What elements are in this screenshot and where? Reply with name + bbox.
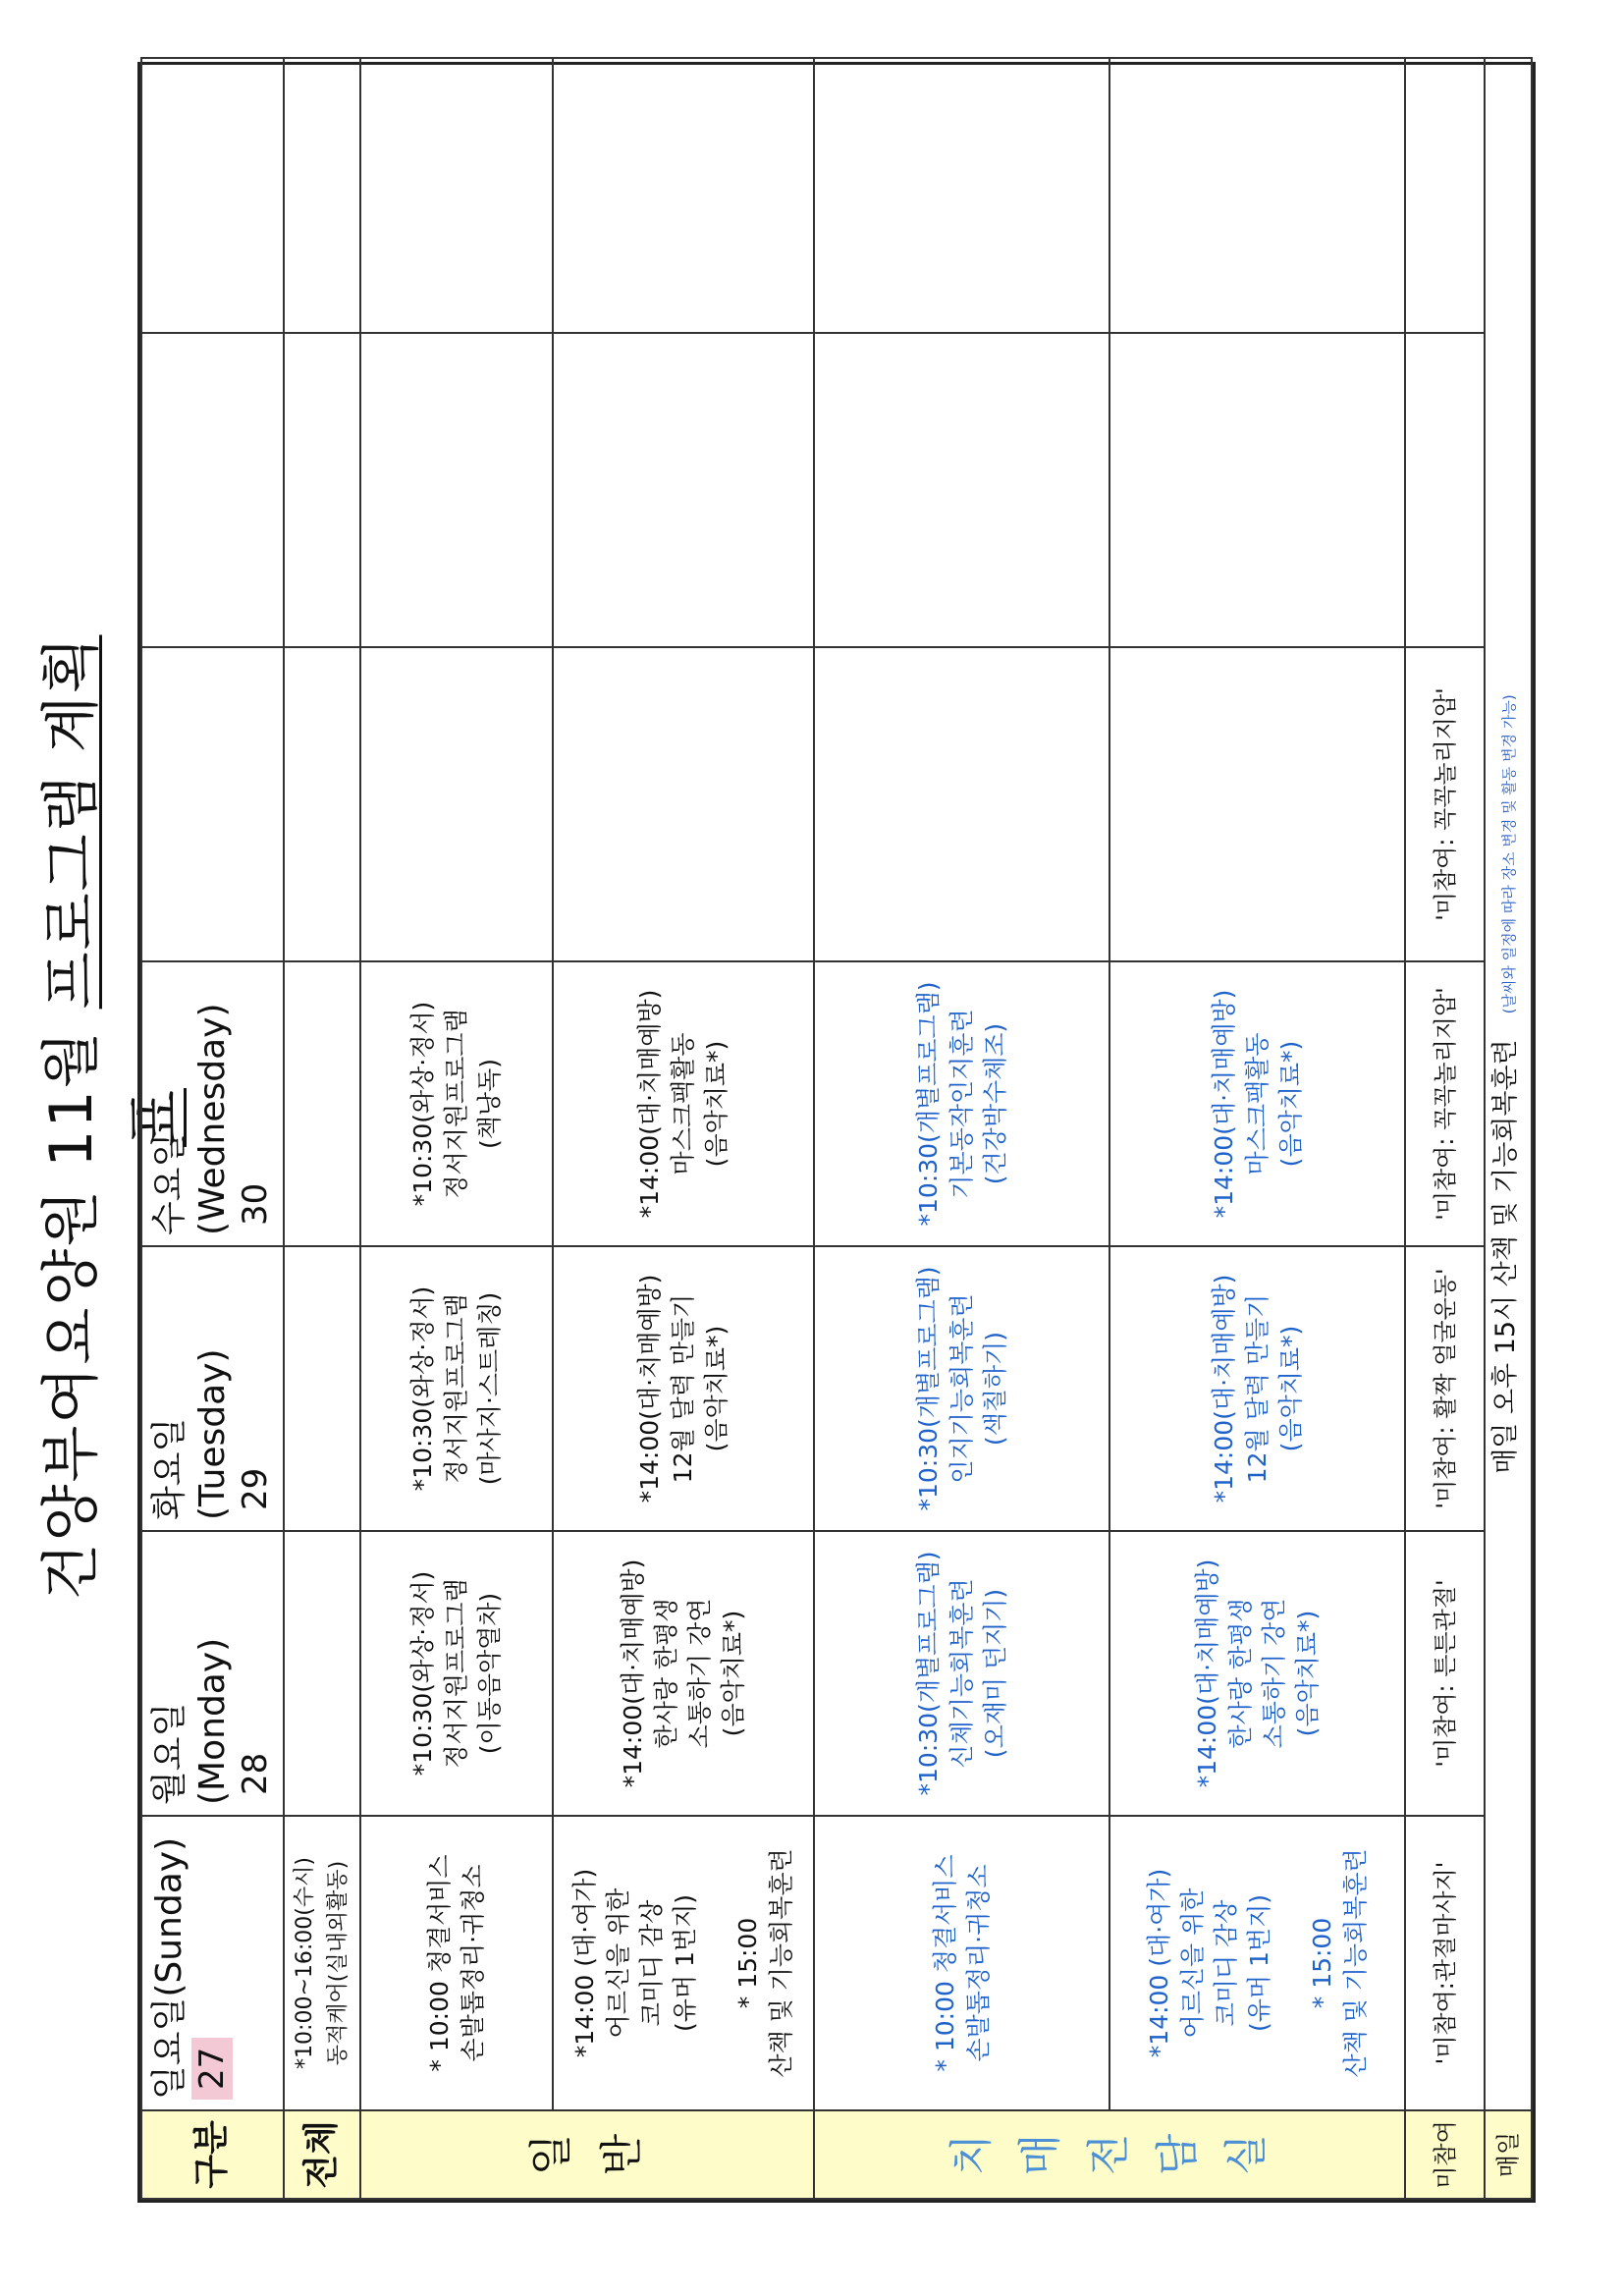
empty-cell xyxy=(284,333,360,647)
empty-cell xyxy=(1109,58,1405,333)
daily-text: 매일 오후 15시 산책 및 기능회복훈련 xyxy=(1490,1039,1522,1474)
cell-line: *14:00(대·치매예방) xyxy=(1209,989,1238,1219)
daily-subtext: (날씨와 일정에 따라 장소 변경 및 활동 변경 가능) xyxy=(1500,694,1519,1014)
row-daily xyxy=(1485,58,1532,2199)
cell-line: *10:30(와상·정서) xyxy=(407,1285,437,1492)
day-number: 30 xyxy=(236,1182,275,1226)
empty-cell xyxy=(1109,647,1405,961)
dementia-pm-tuesday xyxy=(1109,1246,1405,1531)
row-general-pm xyxy=(553,58,814,2199)
row-label-dementia xyxy=(814,2110,1406,2199)
cell-line: 손발톱정리·귀청소 xyxy=(963,1864,993,2062)
general-am-wednesday xyxy=(360,961,553,1246)
day-name: 월요일(Monday) xyxy=(149,1637,233,1805)
empty-header-cell xyxy=(141,58,284,333)
cell-line: 기본동작인지훈련 xyxy=(947,1009,976,1199)
day-header-sunday xyxy=(141,1816,284,2110)
cell-line: * 10:00 청결서비스 xyxy=(930,1854,959,2072)
empty-cell xyxy=(284,58,360,333)
cell-line: (책낭독) xyxy=(474,1059,504,1149)
day-name: 수요일(Wednesday) xyxy=(149,1003,233,1235)
cell-line: (색칠하기) xyxy=(980,1331,1009,1447)
cell-line: (음악치료*) xyxy=(1275,1040,1305,1168)
cell-line: 인지기능회복훈련 xyxy=(947,1293,976,1484)
empty-cell xyxy=(284,647,360,961)
cell-line: *14:00(대·치매예방) xyxy=(634,989,664,1219)
cell-line: (음악치료*) xyxy=(718,1610,747,1737)
label-char: 담 xyxy=(1153,2133,1204,2176)
day-name: 일요일(Sunday) xyxy=(149,1836,189,2100)
nonparticipant-sunday: '미참여:관절마사지' xyxy=(1405,1816,1484,2110)
empty-cell xyxy=(814,333,1109,647)
cell-line: 어르신을 위한 xyxy=(1177,1887,1207,2039)
row-nonparticipant xyxy=(1405,58,1484,2199)
dementia-am-tuesday xyxy=(814,1246,1109,1531)
cell-line: (음악치료*) xyxy=(701,1040,730,1168)
daily-note xyxy=(1485,58,1532,2110)
general-am-tuesday xyxy=(360,1246,553,1531)
cell-line: 코미디 감상 xyxy=(1211,1899,1240,2027)
title-underlined: 프로그램 계획표 xyxy=(37,634,190,1147)
cell-line: 마스크팩활동 xyxy=(1242,1032,1271,1175)
day-name: 화요일(Tuesday) xyxy=(149,1348,233,1520)
empty-cell xyxy=(1405,333,1484,647)
header-row xyxy=(141,58,284,2199)
schedule-table xyxy=(140,57,1533,2200)
day-header-wednesday xyxy=(141,961,284,1246)
empty-cell xyxy=(553,58,814,333)
empty-header-cell xyxy=(141,647,284,961)
cell-line: *14:00(대·치매예방) xyxy=(618,1558,647,1788)
cell-line: 어르신을 위한 xyxy=(603,1887,632,2039)
row-dementia-pm xyxy=(1109,58,1405,2199)
cell-line: *14:00(대·치매예방) xyxy=(1192,1558,1221,1788)
cell-line: * 10:00 청결서비스 xyxy=(424,1854,454,2072)
cell-line: 12월 달력 만들기 xyxy=(1242,1293,1271,1484)
cell-line: 소통하기 강연 xyxy=(684,1598,714,1749)
day-number: 29 xyxy=(236,1467,275,1510)
empty-cell xyxy=(284,961,360,1246)
day-header-tuesday xyxy=(141,1246,284,1531)
cell-line: 12월 달력 만들기 xyxy=(668,1293,697,1484)
row-label-nonparticipant: 미참여 xyxy=(1405,2110,1484,2199)
dementia-am-sunday xyxy=(814,1816,1109,2110)
cell-line: *10:30(와상·정서) xyxy=(407,1001,437,1207)
cell-line: 마스크팩활동 xyxy=(668,1032,697,1175)
row-label-daily: 매일 xyxy=(1485,2110,1532,2199)
day-number: 28 xyxy=(236,1752,275,1795)
empty-cell xyxy=(1109,333,1405,647)
label-char: 치 xyxy=(947,2133,998,2176)
nonparticipant-tuesday: '미참여: 활짝 얼굴운동' xyxy=(1405,1246,1484,1531)
label-char: 전 xyxy=(1084,2133,1135,2176)
general-am-monday xyxy=(360,1531,553,1816)
empty-cell xyxy=(1405,58,1484,333)
empty-cell xyxy=(553,647,814,961)
cell-line: 한사랑 한평생 xyxy=(651,1598,680,1749)
cell-line: (음악치료*) xyxy=(701,1325,730,1452)
label-char: 반 xyxy=(596,2133,647,2176)
cell-line: (오재미 던지기) xyxy=(980,1588,1009,1759)
row-dementia-am xyxy=(814,58,1109,2199)
cell-line: (이동음악열차) xyxy=(474,1592,504,1755)
cell-line: (마사지·스트레칭) xyxy=(474,1291,504,1486)
cell-line: (건강박수체조) xyxy=(980,1022,1009,1185)
cell-line: *10:00~16:00(수시) xyxy=(292,1857,317,2069)
general-pm-monday xyxy=(553,1531,814,1816)
cell-line: 손발톱정리·귀청소 xyxy=(458,1864,487,2062)
cell-line: (유머 1번지) xyxy=(670,1894,699,2032)
cell-line: * 15:00 xyxy=(1307,1917,1336,2009)
empty-header-cell xyxy=(141,333,284,647)
cell-line: 신체기능회복훈련 xyxy=(947,1578,976,1769)
general-pm-wednesday xyxy=(553,961,814,1246)
cell-line: *14:00(대·치매예방) xyxy=(634,1274,664,1503)
nonparticipant-thursday: '미참여: 꼭꼭놀리지압' xyxy=(1405,647,1484,961)
empty-cell xyxy=(814,647,1109,961)
cell-line: (음악치료*) xyxy=(1275,1325,1305,1452)
nonparticipant-wednesday: '미참여: 꼭꼭놀리지압' xyxy=(1405,961,1484,1246)
general-pm-tuesday xyxy=(553,1246,814,1531)
cell-line: 정서지원프로그램 xyxy=(441,1293,470,1484)
all-sunday-cell xyxy=(284,1816,360,2110)
category-header: 구분 xyxy=(141,2110,284,2199)
empty-cell xyxy=(284,1531,360,1816)
cell-line: *14:00 (대·여가) xyxy=(1144,1868,1173,2058)
day-number: 27 xyxy=(191,2038,233,2100)
cell-line: 동적케어(실내외활동) xyxy=(325,1860,351,2066)
empty-cell xyxy=(360,647,553,961)
row-all xyxy=(284,58,360,2199)
label-char: 일 xyxy=(525,2133,576,2176)
dementia-am-monday xyxy=(814,1531,1109,1816)
general-am-sunday xyxy=(360,1816,553,2110)
cell-line: *10:30(개별프로그램) xyxy=(913,1551,943,1796)
empty-cell xyxy=(814,58,1109,333)
cell-line: *10:30(와상·정서) xyxy=(407,1570,437,1777)
title-prefix: 건양부여요양원 11월 xyxy=(37,1009,106,1601)
cell-line: 한사랑 한평생 xyxy=(1225,1598,1255,1749)
cell-line: 산책 및 기능회복훈련 xyxy=(1340,1848,1370,2078)
cell-line: 소통하기 강연 xyxy=(1259,1598,1288,1749)
empty-cell xyxy=(360,58,553,333)
cell-line: *10:30(개별프로그램) xyxy=(913,981,943,1227)
general-pm-sunday xyxy=(553,1816,814,2110)
cell-line: 코미디 감상 xyxy=(636,1899,666,2027)
dementia-pm-monday xyxy=(1109,1531,1405,1816)
row-label-all: 전체 xyxy=(284,2110,360,2199)
row-label-general xyxy=(360,2110,814,2199)
row-general-am xyxy=(360,58,553,2199)
dementia-am-wednesday xyxy=(814,961,1109,1246)
empty-cell xyxy=(553,333,814,647)
cell-line: 정서지원프로그램 xyxy=(441,1578,470,1769)
schedule-table-frame xyxy=(137,62,1536,2203)
cell-line: (유머 1번지) xyxy=(1244,1894,1273,2032)
nonparticipant-monday: '미참여: 튼튼관절' xyxy=(1405,1531,1484,1816)
dementia-pm-wednesday xyxy=(1109,961,1405,1246)
label-char: 실 xyxy=(1221,2133,1272,2176)
cell-line: 정서지원프로그램 xyxy=(441,1009,470,1199)
dementia-pm-sunday xyxy=(1109,1816,1405,2110)
cell-line: 산책 및 기능회복훈련 xyxy=(766,1848,795,2078)
empty-cell xyxy=(284,1246,360,1531)
cell-line: * 15:00 xyxy=(732,1917,762,2009)
label-char: 매 xyxy=(1015,2133,1066,2176)
empty-cell xyxy=(360,333,553,647)
cell-line: *14:00(대·치매예방) xyxy=(1209,1274,1238,1503)
cell-line: (음악치료*) xyxy=(1292,1610,1322,1737)
cell-line: *14:00 (대·여가) xyxy=(569,1868,599,2058)
cell-line: *10:30(개별프로그램) xyxy=(913,1266,943,1511)
day-header-monday xyxy=(141,1531,284,1816)
